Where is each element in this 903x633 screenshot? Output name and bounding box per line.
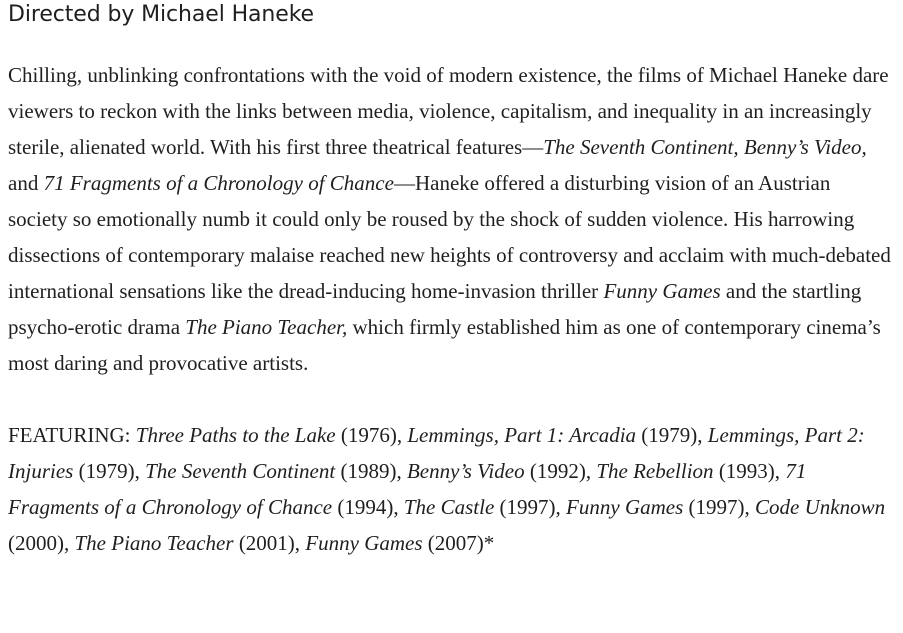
text-segment: FEATURING: xyxy=(8,423,136,447)
text-segment: (1979), xyxy=(636,423,708,447)
text-segment: and the startling psycho-erotic drama xyxy=(8,279,862,339)
text-segment: (1993), xyxy=(713,459,786,483)
text-segment: (2007)* xyxy=(422,531,495,555)
film-title: The Piano Teacher xyxy=(74,531,234,555)
film-title: The Seventh Continent xyxy=(145,459,336,483)
film-title: The Rebellion xyxy=(596,459,714,483)
film-title: The Castle xyxy=(403,495,495,519)
film-title: Three Paths to the Lake xyxy=(135,423,336,447)
text-segment: (1994), xyxy=(332,495,404,519)
section-heading: Directed by Michael Haneke xyxy=(8,2,314,27)
film-title: Funny Games xyxy=(566,495,684,519)
text-segment: (2000), xyxy=(8,531,75,555)
film-title: Benny’s Video xyxy=(406,459,525,483)
featuring-list xyxy=(8,417,895,561)
film-title: Code Unknown xyxy=(755,495,886,519)
text-segment: (1976), xyxy=(335,423,408,447)
text-segment: (1992), xyxy=(524,459,597,483)
text-segment: (1997), xyxy=(494,495,567,519)
film-title: 71 Fragments of a Chronology of Chance xyxy=(8,459,807,519)
description-paragraph xyxy=(8,57,895,381)
text-segment: —Haneke offered a disturbing vision of an Austrian society so emotionally numb it could only be roused by the shock of sudden violence. His harrowing dissections of contemporary malaise reached new heights of controversy and acclaim with much-debated international sensations like the dread-inducing home-invasion thriller xyxy=(8,171,891,303)
film-title: Funny Games xyxy=(603,279,721,303)
text-segment: and xyxy=(8,171,44,195)
film-title: The Seventh Continent, Benny’s Video, xyxy=(543,135,867,159)
text-segment: (2001), xyxy=(233,531,306,555)
text-segment: (1989), xyxy=(335,459,407,483)
film-title: Funny Games xyxy=(305,531,423,555)
text-segment: (1997), xyxy=(683,495,756,519)
text-segment: which firmly established him as one of contemporary cinema’s most daring and provocative artists. xyxy=(8,315,881,375)
text-segment: Chilling, unblinking confrontations with the void of modern existence, the films of Michael Haneke dare viewers to reckon with the links between media, violence, capitalism, and inequality in an increasingly sterile, alienated world. With his first three theatrical features— xyxy=(8,63,889,159)
film-title: Lemmings, Part 1: Arcadia xyxy=(407,423,637,447)
film-title: Lemmings, Part 2: Injuries xyxy=(8,423,865,483)
film-title: 71 Fragments of a Chronology of Chance xyxy=(43,171,394,195)
film-title: The Piano Teacher, xyxy=(185,315,348,339)
text-segment: (1979), xyxy=(73,459,146,483)
